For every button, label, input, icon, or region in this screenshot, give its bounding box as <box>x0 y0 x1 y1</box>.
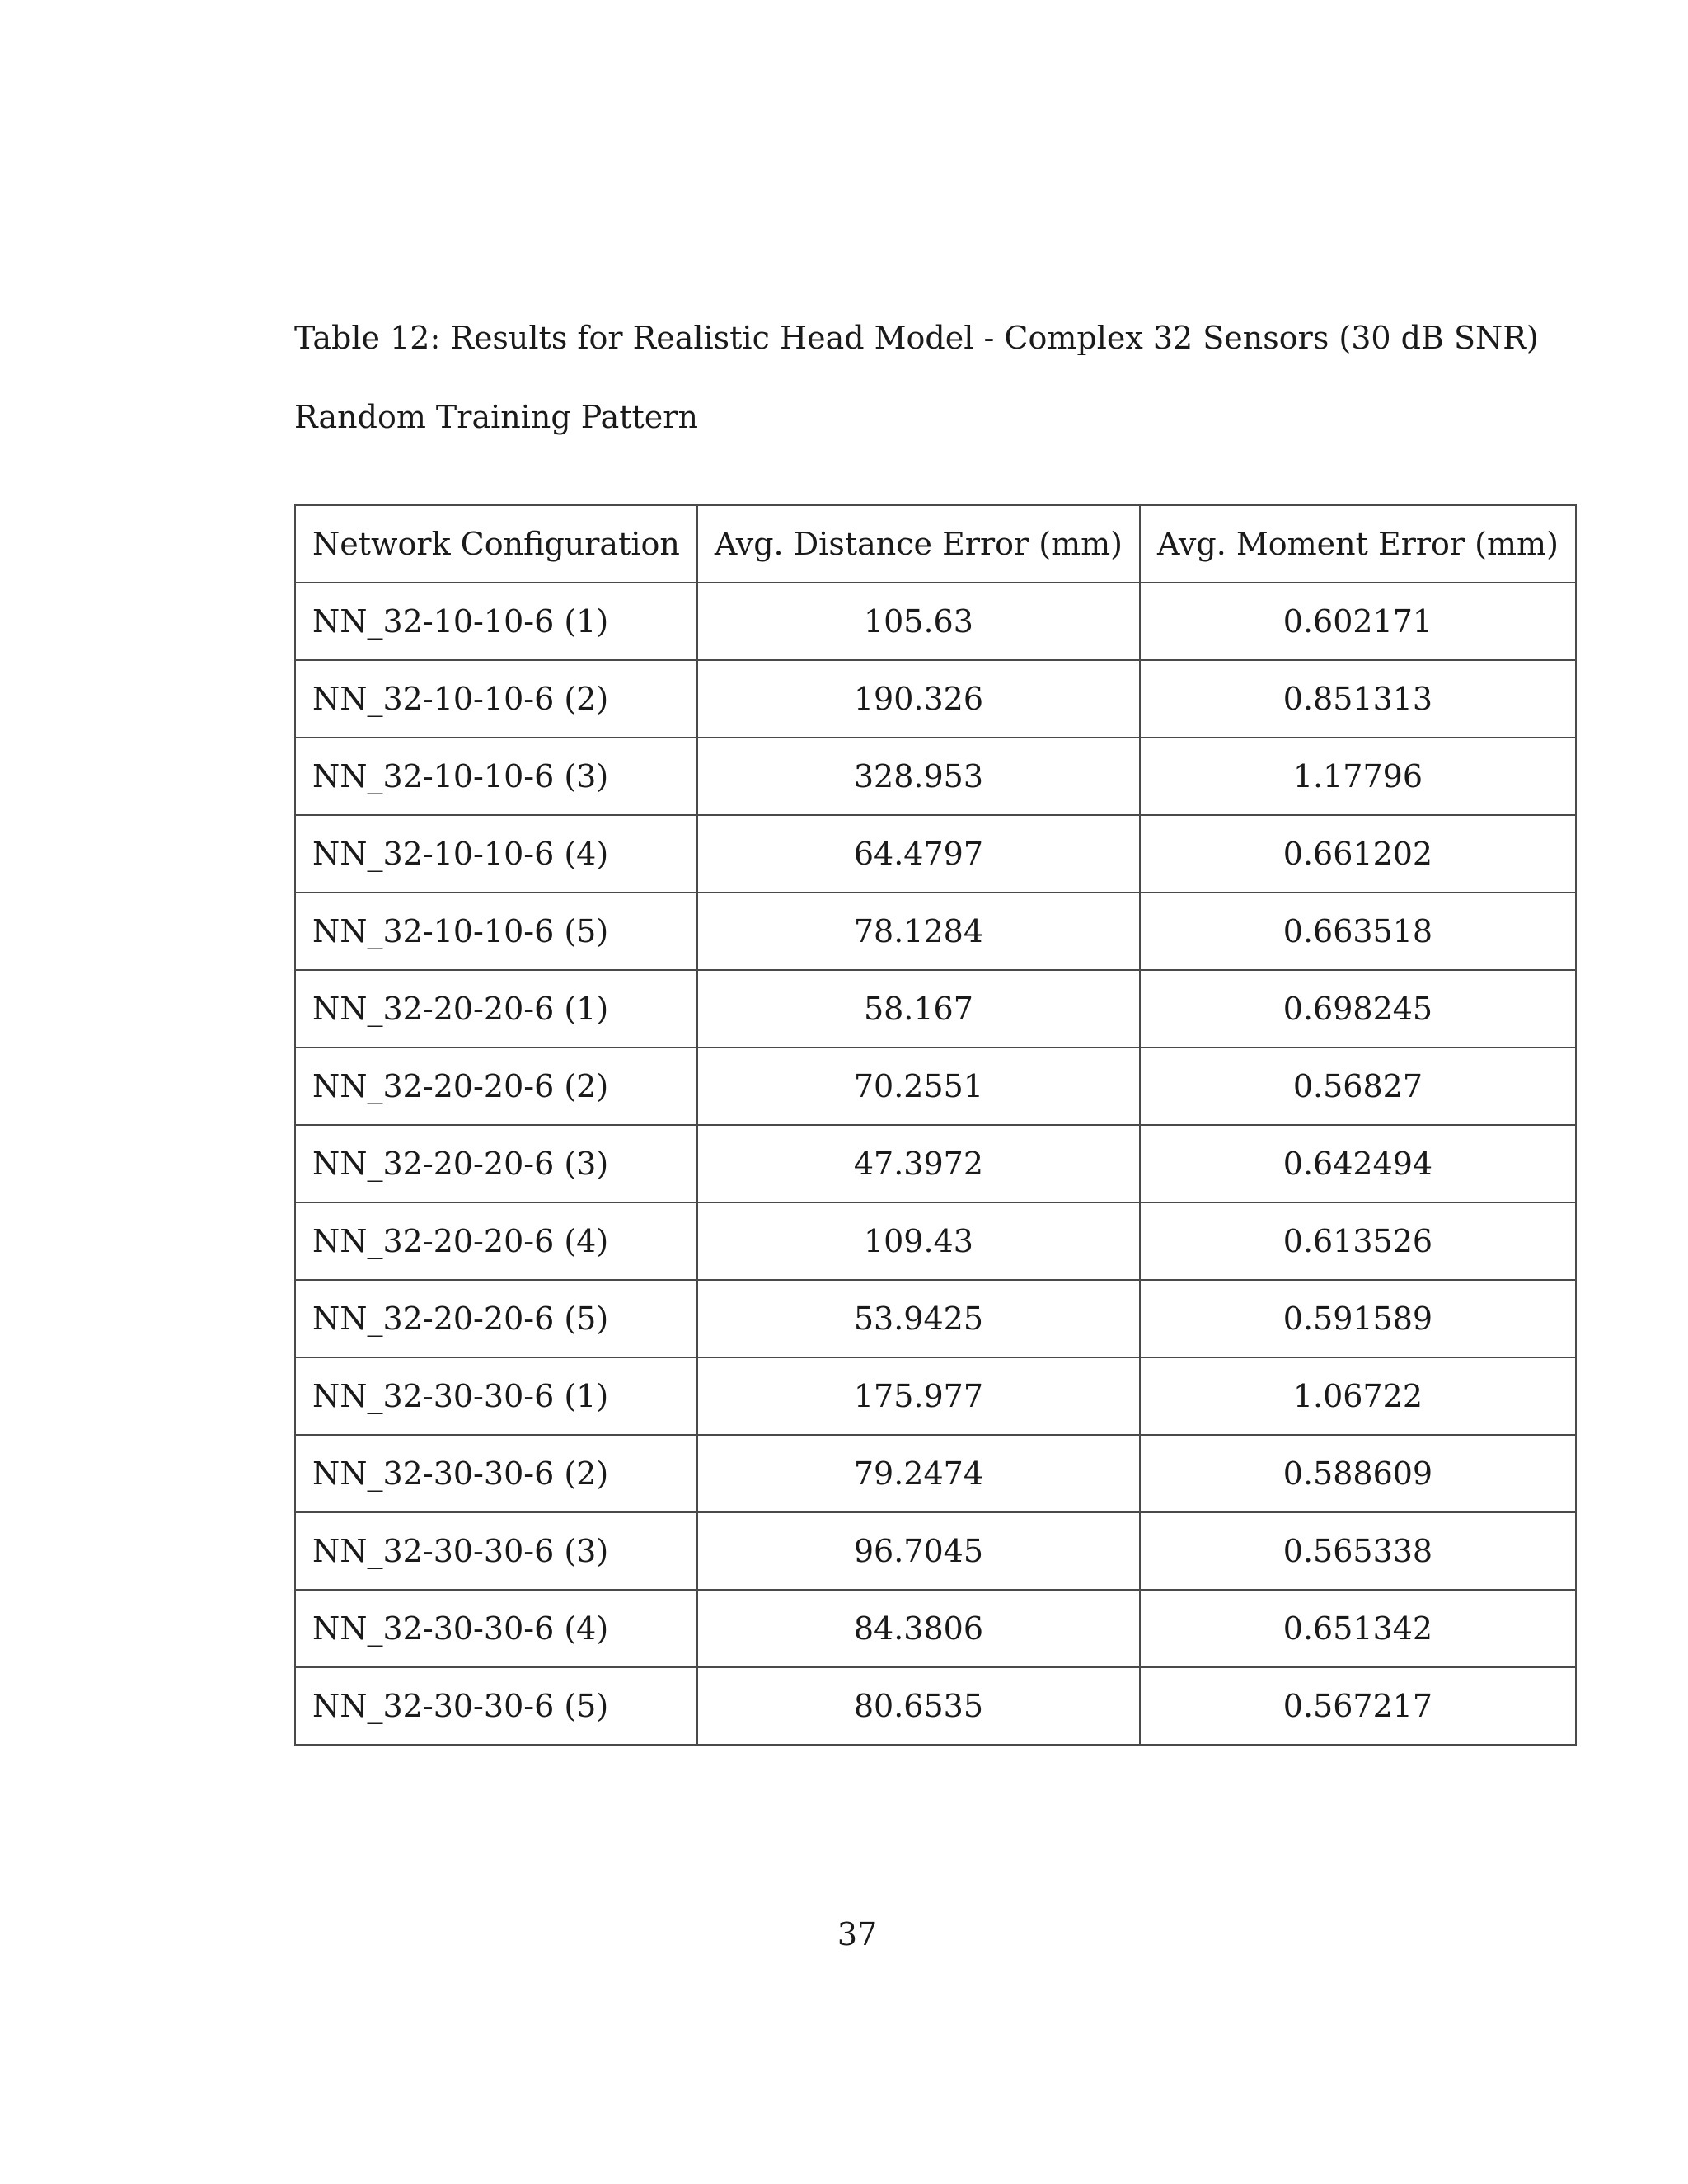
cell-moment-error: 0.642494 <box>1140 1125 1576 1202</box>
table-row <box>295 815 1576 893</box>
cell-moment-error: 0.591589 <box>1140 1280 1576 1357</box>
cell-moment-error: 0.613526 <box>1140 1202 1576 1280</box>
header-network-configuration: Network Configuration <box>295 505 697 583</box>
table-row <box>295 1435 1576 1512</box>
table-row <box>295 970 1576 1047</box>
cell-network-configuration: NN_32-20-20-6 (2) <box>295 1047 697 1125</box>
results-table <box>294 504 1577 1746</box>
cell-distance-error: 78.1284 <box>697 893 1140 970</box>
table-caption: Table 12: Results for Realistic Head Model - Complex 32 Sensors (30 dB SNR) <box>294 320 1539 356</box>
table-row <box>295 1280 1576 1357</box>
header-avg-moment-error: Avg. Moment Error (mm) <box>1140 505 1576 583</box>
cell-distance-error: 58.167 <box>697 970 1140 1047</box>
cell-network-configuration: NN_32-30-30-6 (1) <box>295 1357 697 1435</box>
cell-network-configuration: NN_32-30-30-6 (5) <box>295 1667 697 1745</box>
cell-moment-error: 0.663518 <box>1140 893 1576 970</box>
cell-moment-error: 0.567217 <box>1140 1667 1576 1745</box>
cell-network-configuration: NN_32-10-10-6 (1) <box>295 583 697 660</box>
header-avg-distance-error: Avg. Distance Error (mm) <box>697 505 1140 583</box>
cell-moment-error: 0.651342 <box>1140 1590 1576 1667</box>
table-row <box>295 1512 1576 1590</box>
cell-network-configuration: NN_32-10-10-6 (2) <box>295 660 697 738</box>
cell-distance-error: 53.9425 <box>697 1280 1140 1357</box>
cell-network-configuration: NN_32-30-30-6 (2) <box>295 1435 697 1512</box>
cell-distance-error: 96.7045 <box>697 1512 1140 1590</box>
cell-network-configuration: NN_32-20-20-6 (4) <box>295 1202 697 1280</box>
table-subcaption: Random Training Pattern <box>294 399 698 435</box>
cell-distance-error: 328.953 <box>697 738 1140 815</box>
cell-distance-error: 175.977 <box>697 1357 1140 1435</box>
cell-network-configuration: NN_32-20-20-6 (3) <box>295 1125 697 1202</box>
cell-network-configuration: NN_32-30-30-6 (4) <box>295 1590 697 1667</box>
table-row <box>295 1357 1576 1435</box>
table-row <box>295 1125 1576 1202</box>
cell-moment-error: 1.06722 <box>1140 1357 1576 1435</box>
table-header-row <box>295 505 1576 583</box>
cell-distance-error: 79.2474 <box>697 1435 1140 1512</box>
cell-network-configuration: NN_32-20-20-6 (5) <box>295 1280 697 1357</box>
cell-network-configuration: NN_32-10-10-6 (5) <box>295 893 697 970</box>
cell-distance-error: 190.326 <box>697 660 1140 738</box>
cell-moment-error: 0.565338 <box>1140 1512 1576 1590</box>
table-row <box>295 1202 1576 1280</box>
cell-network-configuration: NN_32-30-30-6 (3) <box>295 1512 697 1590</box>
cell-distance-error: 80.6535 <box>697 1667 1140 1745</box>
cell-network-configuration: NN_32-20-20-6 (1) <box>295 970 697 1047</box>
cell-network-configuration: NN_32-10-10-6 (4) <box>295 815 697 893</box>
cell-moment-error: 1.17796 <box>1140 738 1576 815</box>
cell-moment-error: 0.588609 <box>1140 1435 1576 1512</box>
page-number: 37 <box>837 1916 878 1952</box>
cell-moment-error: 0.56827 <box>1140 1047 1576 1125</box>
table-row <box>295 1047 1576 1125</box>
cell-distance-error: 84.3806 <box>697 1590 1140 1667</box>
cell-distance-error: 109.43 <box>697 1202 1140 1280</box>
cell-moment-error: 0.698245 <box>1140 970 1576 1047</box>
table-row <box>295 660 1576 738</box>
cell-moment-error: 0.602171 <box>1140 583 1576 660</box>
cell-moment-error: 0.851313 <box>1140 660 1576 738</box>
cell-distance-error: 64.4797 <box>697 815 1140 893</box>
table-row <box>295 893 1576 970</box>
cell-distance-error: 105.63 <box>697 583 1140 660</box>
cell-distance-error: 47.3972 <box>697 1125 1140 1202</box>
cell-network-configuration: NN_32-10-10-6 (3) <box>295 738 697 815</box>
cell-moment-error: 0.661202 <box>1140 815 1576 893</box>
table-row <box>295 583 1576 660</box>
cell-distance-error: 70.2551 <box>697 1047 1140 1125</box>
table-row <box>295 1590 1576 1667</box>
table-row <box>295 1667 1576 1745</box>
table-row <box>295 738 1576 815</box>
